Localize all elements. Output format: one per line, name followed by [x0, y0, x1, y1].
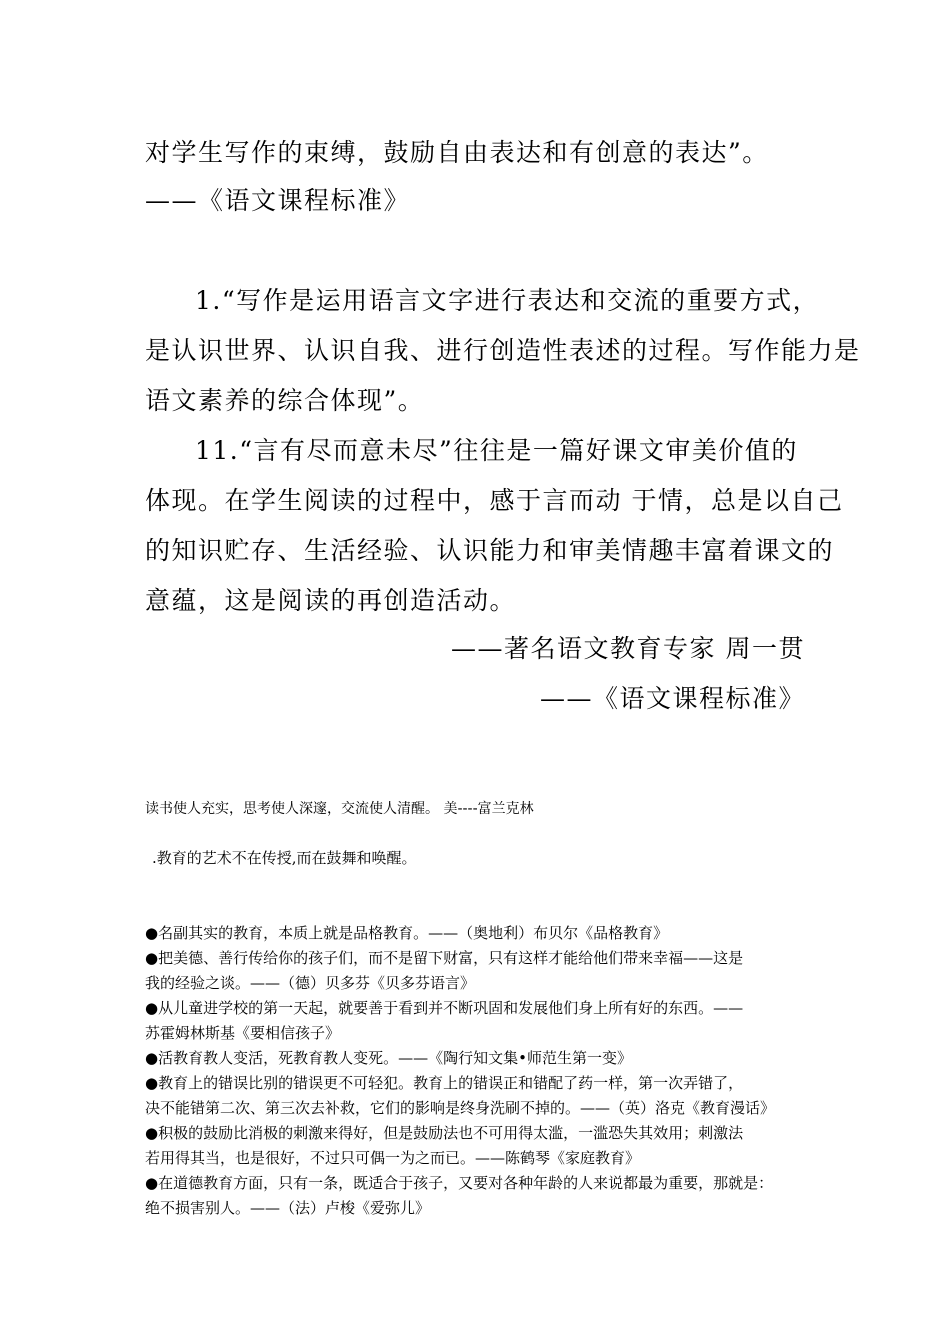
bullet-line: 我的经验之谈。——（德）贝多芬《贝多芬语言》	[145, 974, 476, 992]
bullet-line: ●名副其实的教育，本质上就是品格教育。——（奥地利）布贝尔《品格教育》	[145, 924, 669, 942]
top-source-line: ——《语文课程标准》	[145, 186, 411, 215]
top-text-line-1: 对学生写作的束缚，鼓励自由表达和有创意的表达”。	[145, 138, 769, 167]
quote-1-line-2: 是认识世界、认识自我、进行创造性表述的过程。写作能力是	[145, 336, 861, 365]
bullet-line: ●从儿童进学校的第一天起，就要善于看到并不断巩固和发展他们身上所有好的东西。——	[145, 999, 744, 1017]
franklin-motto: 读书使人充实，思考使人深邃，交流使人清醒。 美----富兰克林	[145, 801, 534, 817]
quote-11-line-1: 11.“言有尽而意未尽”往往是一篇好课文审美价值的	[195, 436, 798, 465]
bullet-line: ●活教育教人变活，死教育教人变死。——《陶行知文集•师范生第一变》	[145, 1049, 632, 1067]
bullet-line: 若用得其当，也是很好，不过只可偶一为之而已。——陈鹤琴《家庭教育》	[145, 1149, 641, 1167]
quote-11-line-2: 体现。在学生阅读的过程中，感于言而动 于情，总是以自己	[145, 486, 844, 515]
education-art-motto: .教育的艺术不在传授,而在鼓舞和唤醒。	[152, 849, 417, 867]
quote-11-attribution-1: ——著名语文教育专家 周一贯	[451, 634, 805, 663]
bullet-line: ●在道德教育方面，只有一条，既适合于孩子，又要对各种年龄的人来说都最为重要，那就是：	[145, 1174, 774, 1192]
quote-11-line-3: 的知识贮存、生活经验、认识能力和审美情趣丰富着课文的	[145, 536, 835, 565]
bullet-line: ●积极的鼓励比消极的刺激来得好，但是鼓励法也不可用得太滥，一滥恐失其效用；刺激法	[145, 1124, 744, 1142]
quote-1-line-1: 1.“写作是运用语言文字进行表达和交流的重要方式，	[195, 286, 820, 315]
quote-11-attribution-2: ——《语文课程标准》	[539, 684, 805, 713]
bullet-line: 决不能错第二次、第三次去补救，它们的影响是终身洗刷不掉的。——（英）洛克《教育漫话》	[145, 1099, 776, 1117]
bullet-line: 苏霍姆林斯基《要相信孩子》	[145, 1024, 341, 1042]
quote-11-line-4: 意蕴，这是阅读的再创造活动。	[145, 586, 517, 615]
bullet-line: 绝不损害别人。——（法）卢梭《爱弥儿》	[145, 1199, 431, 1217]
bullet-line: ●把美德、善行传给你的孩子们，而不是留下财富，只有这样才能给他们带来幸福——这是	[145, 949, 744, 967]
bullet-line: ●教育上的错误比别的错误更不可轻犯。教育上的错误正和错配了药一样，第一次弄错了，	[145, 1074, 744, 1092]
quote-1-line-3: 语文素养的综合体现”。	[145, 386, 425, 415]
